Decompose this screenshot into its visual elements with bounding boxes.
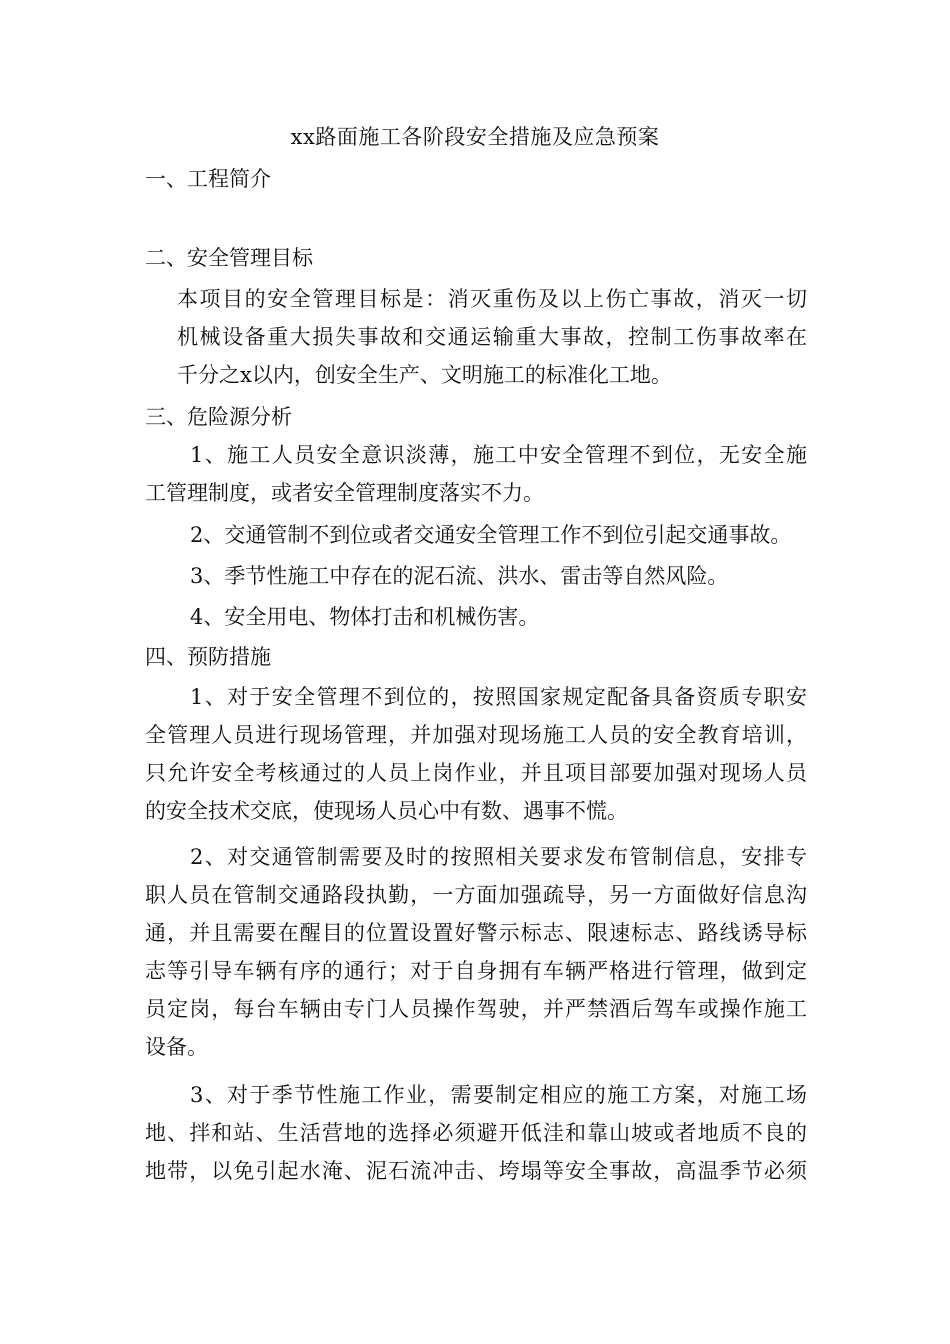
paragraph-line: 2、对交通管制需要及时的按照相关要求发布管制信息，安排专	[190, 845, 807, 869]
paragraph-line: 4、安全用电、物体打击和机械伤害。	[190, 605, 540, 629]
paragraph-line: 地带，以免引起水淹、泥石流冲击、垮塌等安全事故，高温季节必须	[145, 1159, 807, 1183]
paragraph-safety-goals	[177, 280, 807, 394]
paragraph-line: 职人员在管制交通路段执勤，一方面加强疏导，另一方面做好信息沟	[145, 883, 807, 907]
paragraph-line: 千分之x以内，创安全生产、文明施工的标准化工地。	[177, 363, 672, 387]
section-heading-safety-goals: 二、安全管理目标	[145, 246, 313, 270]
paragraph-line: 的安全技术交底，使现场人员心中有数、遇事不慌。	[145, 799, 628, 823]
paragraph-line: 只允许安全考核通过的人员上岗作业，并且项目部要加强对现场人员	[145, 761, 807, 785]
paragraph-line: 工管理制度，或者安全管理制度落实不力。	[145, 481, 544, 505]
paragraph-line: 志等引导车辆有序的通行；对于自身拥有车辆严格进行管理，做到定	[145, 959, 807, 983]
section-heading-project-overview: 一、工程简介	[145, 167, 271, 191]
paragraph-line: 3、对于季节性施工作业，需要制定相应的施工方案，对施工场	[190, 1083, 807, 1107]
paragraph-line: 1、施工人员安全意识淡薄，施工中安全管理不到位，无安全施	[190, 443, 807, 467]
paragraph-line: 1、对于安全管理不到位的，按照国家规定配备具备资质专职安	[190, 685, 807, 709]
document-title: xx路面施工各阶段安全措施及应急预案	[290, 125, 660, 149]
paragraph-hazard-2	[190, 516, 807, 554]
paragraph-measure-2	[145, 838, 807, 1066]
paragraph-line: 地、拌和站、生活营地的选择必须避开低洼和靠山坡或者地质不良的	[145, 1121, 807, 1145]
paragraph-line: 设备。	[145, 1035, 208, 1059]
paragraph-hazard-4	[190, 598, 807, 636]
paragraph-hazard-1	[145, 436, 807, 512]
paragraph-measure-1	[145, 678, 807, 830]
paragraph-line: 通，并且需要在醒目的位置设置好警示标志、限速标志、路线诱导标	[145, 921, 807, 945]
paragraph-measure-3	[145, 1076, 807, 1190]
paragraph-line: 全管理人员进行现场管理，并加强对现场施工人员的安全教育培训，	[145, 723, 807, 747]
section-heading-hazard-analysis: 三、危险源分析	[145, 405, 292, 429]
paragraph-line: 2、交通管制不到位或者交通安全管理工作不到位引起交通事故。	[190, 523, 792, 547]
paragraph-line: 本项目的安全管理目标是：消灭重伤及以上伤亡事故，消灭一切	[177, 287, 807, 311]
paragraph-hazard-3	[190, 557, 807, 595]
paragraph-line: 员定岗，每台车辆由专门人员操作驾驶，并严禁酒后驾车或操作施工	[145, 997, 807, 1021]
section-heading-preventive-measures: 四、预防措施	[145, 645, 271, 669]
paragraph-line: 3、季节性施工中存在的泥石流、洪水、雷击等自然风险。	[190, 564, 729, 588]
paragraph-line: 机械设备重大损失事故和交通运输重大事故，控制工伤事故率在	[177, 325, 807, 349]
